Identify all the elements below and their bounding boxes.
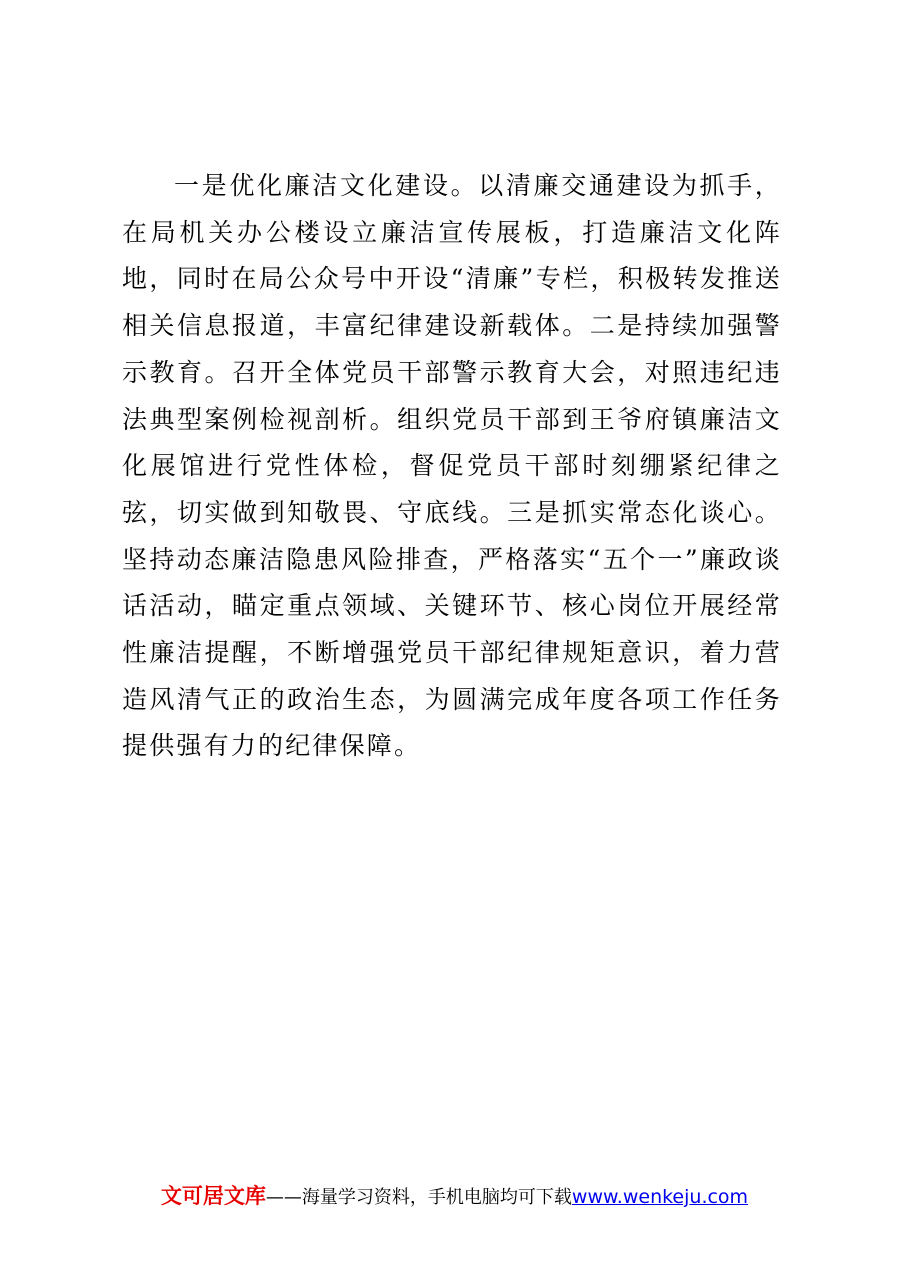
footer-tagline: ——海量学习资料，手机电脑均可下载 <box>265 1187 572 1208</box>
body-paragraph: 一是优化廉洁文化建设。以清廉交通建设为抓手，在局机关办公楼设立廉洁宣传展板，打造廉洁文化阵地，同时在局公众号中开设“清廉”专栏，积极转发推送相关信息报道，丰富纪律建设新载体。二是持续加强警示教育。召开全体党员干部警示教育大会，对照违纪违法典型案例检视剖析。组织党员干部到王爷府镇廉洁文化展馆进行党性体检，督促党员干部时刻绷紧纪律之弦，切实做到知敬畏、守底线。三是抓实常态化谈心。坚持动态廉洁隐患风险排查，严格落实“五个一”廉政谈话活动，瞄定重点领域、关键环节、核心岗位开展经常性廉洁提醒，不断增强党员干部纪律规矩意识，着力营造风清气正的政治生态，为圆满完成年度各项工作任务提供强有力的纪律保障。 <box>122 171 782 761</box>
footer-url-link[interactable]: www.wenkeju.com <box>571 1186 749 1208</box>
footer-brand: 文可居文库 <box>160 1184 266 1208</box>
footer-banner <box>0 1181 909 1213</box>
